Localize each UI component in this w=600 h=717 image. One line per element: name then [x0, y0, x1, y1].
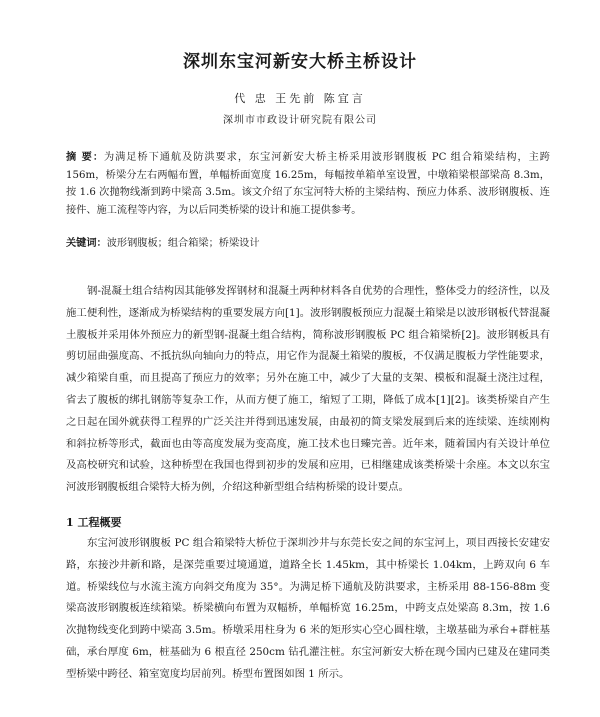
section-heading: 1 工程概要	[66, 516, 122, 529]
abstract-text: 为满足桥下通航及防洪要求，东宝河新安大桥主桥采用波形钢腹板 PC 组合箱梁结构，主跨 156m，桥梁分左右两幅布置，单幅桥面宽度 16.25m，每幅按单箱单室设置，中墩箱梁根部梁高 8.3m，按 1.6 次抛物线渐到跨中梁高 3.5m。该文介绍了东宝河特大桥的主梁结构、预应力体系、波形钢腹板、连接件、施工流程等内容，为以后同类桥梁的设计和施工提供参考。	[66, 152, 550, 216]
keywords-text: 波形钢腹板；组合箱梁；桥梁设计	[106, 238, 260, 249]
author-list: 代 忠 王先前 陈宜言	[234, 92, 366, 105]
keywords-label: 关键词：	[66, 237, 107, 249]
keywords-block	[66, 235, 550, 252]
paper-title: 深圳东宝河新安大桥主桥设计	[183, 52, 417, 72]
author-affiliation: 深圳市市政设计研究院有限公司	[223, 115, 377, 126]
intro-paragraph: 钢-混凝土组合结构因其能够发挥钢材和混凝土两种材料各自优势的合理性，整体受力的经济性，以及施工便利性，逐渐成为桥梁结构的重要发展方向[1]。波形钢腹板预应力混凝土箱梁是以波形钢板代替混凝土腹板并采用体外预应力的新型钢-混凝土组合结构，简称波形钢腹板 PC 组合箱梁桥[2]。波形钢板具有剪切屈曲强度高、不抵抗纵向轴向力的特点，用它作为混凝土箱梁的腹板，不仅满足腹板力学性能要求，减少箱梁自重，而且提高了预应力的效率；另外在施工中，减少了大量的支架、模板和混凝土浇注过程，省去了腹板的绑扎钢筋等复杂工作，从而方便了施工，缩短了工期，降低了成本[1][2]。该类桥梁自产生之日起在国外就获得工程界的广泛关注并得到迅速发展，由最初的简支梁发展到后来的连续梁、连续刚构和斜拉桥等形式，截面也由等高度发展为变高度，施工技术也日臻完善。近年来，随着国内有关设计单位及高校研究和试验，这种桥型在我国也得到初步的发展和应用，已相继建成该类桥梁十余座。本文以东宝河波形钢腹板组合梁特大桥为例，介绍这种新型组合结构桥梁的设计要点。	[66, 285, 550, 494]
abstract-block	[66, 149, 550, 219]
section-paragraph: 东宝河波形钢腹板 PC 组合箱梁特大桥位于深圳沙井与东莞长安之间的东宝河上，项目西接长安建安路，东接沙井新和路，是深莞重要过境通道，道路全长 1.45km，其中桥梁长 1.04km，上跨双向 6 车道。桥梁线位与水流主流方向斜交角度为 35°。为满足桥下通航及防洪要求，主桥采用 88-156-88m 变梁高波形钢腹板连续箱梁。桥梁横向布置为双幅桥，单幅桥宽 16.25m，中跨支点处梁高 8.3m，按 1.6 次抛物线变化到跨中梁高 3.5m。桥墩采用柱身为 6 米的矩形实心空心圆柱墩，主墩基础为承台+群桩基础，承台厚度 6m，桩基础为 6 根直径 250cm 钻孔灌注桩。东宝河新安大桥在现今国内已建及在建同类型桥梁中跨径、箱室宽度均居前列。桥型布置图如图 1 所示。	[66, 537, 550, 680]
abstract-label: 摘 要：	[66, 151, 104, 163]
